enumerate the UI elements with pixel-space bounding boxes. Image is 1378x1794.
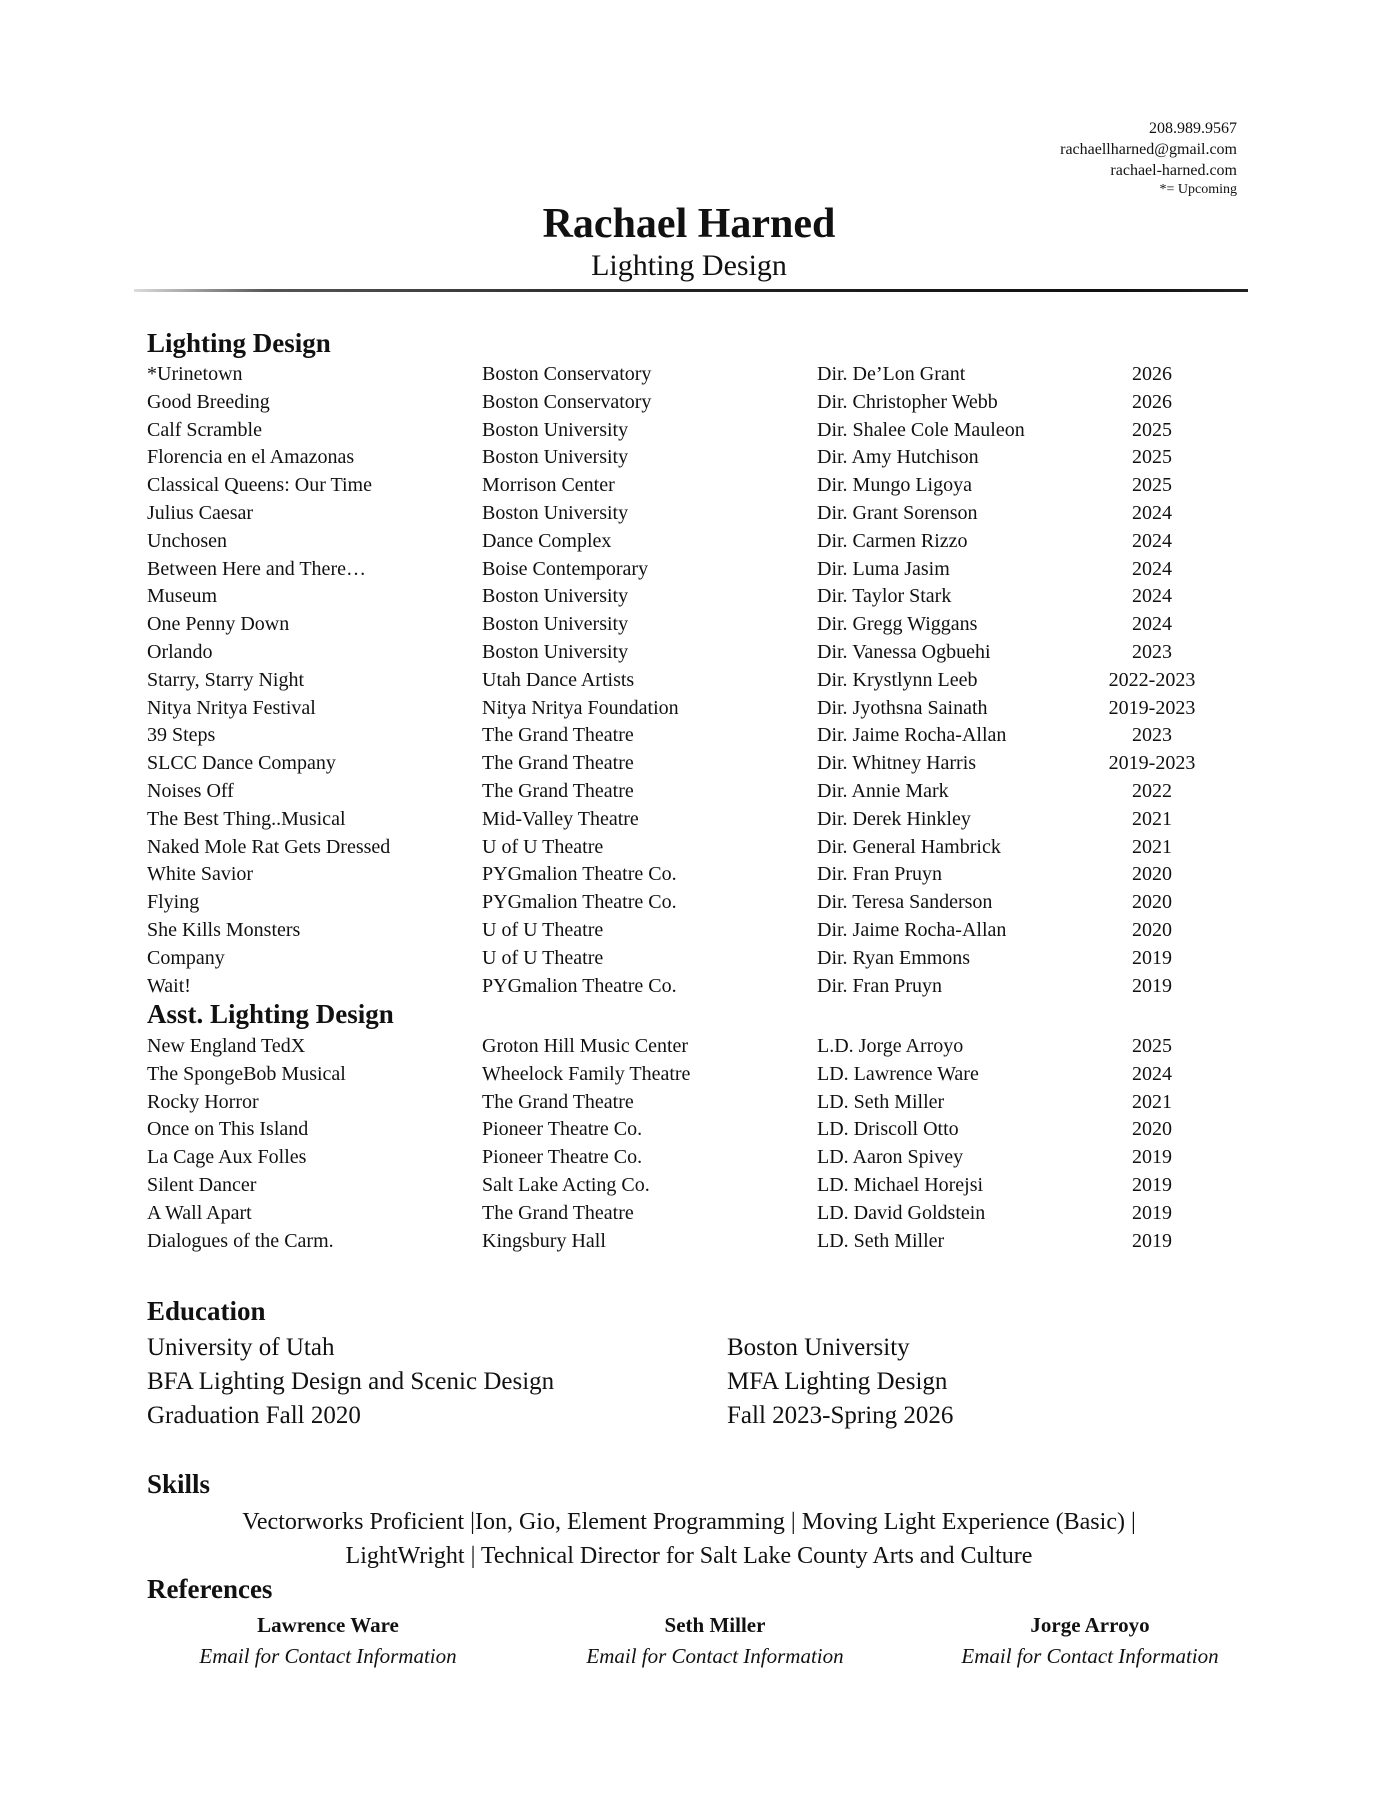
lighting-design-heading: Lighting Design	[147, 328, 331, 358]
production-title: One Penny Down	[147, 613, 290, 636]
year: 2024	[1132, 529, 1172, 552]
production-title: SLCC Dance Company	[147, 752, 336, 775]
credit-row	[147, 389, 1197, 417]
production-title: Unchosen	[147, 529, 227, 552]
year: 2025	[1132, 1035, 1172, 1057]
credit-row	[147, 361, 1197, 389]
reference-note: Email for Contact Information	[961, 1644, 1219, 1668]
credit-row	[147, 695, 1197, 723]
director: Dir. Jaime Rocha-Allan	[817, 918, 1007, 941]
credit-row	[147, 611, 1197, 639]
website: rachael-harned.com	[1110, 162, 1237, 179]
credit-row	[147, 973, 1197, 1001]
year: 2020	[1132, 863, 1172, 886]
year: 2023	[1132, 724, 1172, 747]
venue: Boston Conservatory	[482, 363, 652, 385]
director: LD. Aaron Spivey	[817, 1146, 964, 1169]
reference-item	[930, 1610, 1250, 1672]
education-dates: Fall 2023-Spring 2026	[727, 1402, 954, 1429]
skills-line: LightWright | Technical Director for Salt Lake County Arts and Culture	[345, 1543, 1033, 1569]
resume-title: Lighting Design	[591, 249, 787, 282]
venue: Boston University	[482, 640, 629, 663]
production-title: Company	[147, 946, 225, 969]
year: 2021	[1132, 835, 1172, 858]
year: 2021	[1132, 807, 1172, 830]
venue: Boston University	[482, 446, 629, 469]
director: LD. David Goldstein	[817, 1201, 986, 1224]
director: Dir. Krystlynn Leeb	[817, 668, 978, 691]
director: Dir. Whitney Harris	[817, 752, 977, 775]
production-title: Florencia en el Amazonas	[147, 446, 355, 469]
credit-row	[147, 1061, 1197, 1089]
director: Dir. Teresa Sanderson	[817, 891, 993, 914]
education-school: University of Utah	[147, 1334, 335, 1361]
director: Dir. Carmen Rizzo	[817, 529, 968, 552]
director: LD. Lawrence Ware	[817, 1062, 979, 1085]
venue: Boston University	[482, 613, 629, 636]
year: 2026	[1132, 363, 1172, 385]
skills-heading: Skills	[147, 1469, 211, 1499]
production-title: New England TedX	[147, 1035, 306, 1057]
production-title: Dialogues of the Carm.	[147, 1229, 334, 1252]
venue: Utah Dance Artists	[482, 668, 635, 691]
production-title: La Cage Aux Folles	[147, 1146, 307, 1169]
venue: Boston University	[482, 501, 629, 524]
credit-row	[147, 889, 1197, 917]
venue: Boise Contemporary	[482, 557, 649, 580]
director: Dir. Derek Hinkley	[817, 807, 971, 830]
reference-note: Email for Contact Information	[586, 1644, 844, 1668]
production-title: Calf Scramble	[147, 418, 262, 441]
reference-name: Jorge Arroyo	[1030, 1613, 1150, 1637]
credit-row	[147, 861, 1197, 889]
credit-row	[147, 1116, 1197, 1144]
production-title: White Savior	[147, 863, 254, 886]
header-divider	[134, 289, 1248, 292]
production-title: Flying	[147, 891, 200, 914]
reference-item	[168, 1610, 488, 1672]
education-dates: Graduation Fall 2020	[147, 1402, 361, 1429]
production-title: Silent Dancer	[147, 1173, 257, 1196]
director: Dir. Fran Pruyn	[817, 863, 942, 886]
venue: Pioneer Theatre Co.	[482, 1118, 643, 1141]
venue: The Grand Theatre	[482, 752, 634, 775]
year: 2022-2023	[1108, 668, 1196, 691]
production-title: Wait!	[147, 974, 191, 997]
director: Dir. Amy Hutchison	[817, 446, 979, 469]
production-title: Starry, Starry Night	[147, 668, 305, 691]
reference-name: Lawrence Ware	[257, 1613, 399, 1637]
director: Dir. Ryan Emmons	[817, 946, 971, 969]
education-heading: Education	[147, 1296, 266, 1326]
director: Dir. Shalee Cole Mauleon	[817, 418, 1025, 441]
credit-row	[147, 556, 1197, 584]
year: 2019	[1132, 1173, 1172, 1196]
director: Dir. Annie Mark	[817, 779, 949, 802]
credit-row	[147, 1200, 1197, 1228]
production-title: Nitya Nritya Festival	[147, 696, 316, 719]
production-title: Orlando	[147, 640, 213, 663]
venue: The Grand Theatre	[482, 1201, 634, 1224]
credit-row	[147, 528, 1197, 556]
director: Dir. Jyothsna Sainath	[817, 696, 988, 719]
venue: Pioneer Theatre Co.	[482, 1146, 643, 1169]
credit-row	[147, 417, 1197, 445]
credit-row	[147, 750, 1197, 778]
phone-number: 208.989.9567	[1149, 120, 1237, 137]
director: Dir. General Hambrick	[817, 835, 1001, 858]
venue: The Grand Theatre	[482, 1090, 634, 1113]
venue: Boston University	[482, 585, 629, 608]
year: 2025	[1132, 446, 1172, 469]
venue: PYGmalion Theatre Co.	[482, 863, 677, 886]
venue: Morrison Center	[482, 474, 615, 497]
director: LD. Seth Miller	[817, 1090, 945, 1113]
production-title: Once on This Island	[147, 1118, 309, 1141]
credit-row	[147, 1228, 1197, 1256]
year: 2024	[1132, 585, 1172, 608]
production-title: A Wall Apart	[147, 1201, 252, 1224]
credit-row	[147, 945, 1197, 973]
year: 2020	[1132, 918, 1172, 941]
credit-row	[147, 1172, 1197, 1200]
year: 2024	[1132, 501, 1172, 524]
director: Dir. Fran Pruyn	[817, 974, 942, 997]
venue: Boston University	[482, 418, 629, 441]
credit-row	[147, 778, 1197, 806]
venue: The Grand Theatre	[482, 724, 634, 747]
reference-name: Seth Miller	[664, 1613, 766, 1637]
production-title: Good Breeding	[147, 390, 270, 413]
production-title: Julius Caesar	[147, 501, 254, 524]
credit-row	[147, 1033, 1197, 1061]
production-title: 39 Steps	[147, 724, 216, 747]
education-school: Boston University	[727, 1334, 910, 1361]
director: Dir. Jaime Rocha-Allan	[817, 724, 1007, 747]
year: 2019	[1132, 1229, 1172, 1252]
director: LD. Michael Horejsi	[817, 1173, 984, 1196]
year: 2025	[1132, 474, 1172, 497]
skills-line: Vectorworks Proficient |Ion, Gio, Element Programming | Moving Light Experience (Basic) |	[242, 1509, 1136, 1535]
production-title: The Best Thing..Musical	[147, 807, 346, 830]
production-title: Between Here and There…	[147, 557, 366, 580]
production-title: She Kills Monsters	[147, 918, 301, 941]
director: Dir. De’Lon Grant	[817, 363, 966, 385]
asst-lighting-design-heading: Asst. Lighting Design	[147, 999, 394, 1029]
year: 2020	[1132, 891, 1172, 914]
year: 2019	[1132, 1201, 1172, 1224]
venue: Boston Conservatory	[482, 390, 652, 413]
credit-row	[147, 806, 1197, 834]
skills-text	[0, 1505, 1378, 1573]
venue: PYGmalion Theatre Co.	[482, 974, 677, 997]
director: Dir. Christopher Webb	[817, 390, 998, 413]
education-boston	[727, 1331, 953, 1433]
year: 2019	[1132, 946, 1172, 969]
director: LD. Seth Miller	[817, 1229, 945, 1252]
credit-row	[147, 667, 1197, 695]
director: Dir. Gregg Wiggans	[817, 613, 978, 636]
education-degree: MFA Lighting Design	[727, 1368, 948, 1395]
education-degree: BFA Lighting Design and Scenic Design	[147, 1368, 555, 1395]
director: LD. Driscoll Otto	[817, 1118, 959, 1141]
director: Dir. Taylor Stark	[817, 585, 952, 608]
venue: PYGmalion Theatre Co.	[482, 891, 677, 914]
venue: The Grand Theatre	[482, 779, 634, 802]
year: 2019-2023	[1108, 752, 1196, 775]
year: 2019	[1132, 1146, 1172, 1169]
production-title: Classical Queens: Our Time	[147, 474, 372, 497]
director: Dir. Luma Jasim	[817, 557, 950, 580]
year: 2025	[1132, 418, 1172, 441]
credit-row	[147, 583, 1197, 611]
venue: U of U Theatre	[482, 835, 604, 858]
year: 2021	[1132, 1090, 1172, 1113]
year: 2024	[1132, 557, 1172, 580]
year: 2019-2023	[1108, 696, 1196, 719]
references-heading: References	[147, 1574, 273, 1604]
year: 2019	[1132, 974, 1172, 997]
education-utah	[147, 1331, 554, 1433]
venue: U of U Theatre	[482, 946, 604, 969]
credit-row	[147, 500, 1197, 528]
credit-row	[147, 1144, 1197, 1172]
credit-row	[147, 639, 1197, 667]
venue: U of U Theatre	[482, 918, 604, 941]
year: 2024	[1132, 1062, 1172, 1085]
production-title: The SpongeBob Musical	[147, 1062, 346, 1085]
venue: Dance Complex	[482, 529, 612, 552]
credit-row	[147, 1089, 1197, 1117]
lighting-design-credits	[147, 361, 1197, 1000]
venue: Salt Lake Acting Co.	[482, 1173, 650, 1196]
production-title: Museum	[147, 585, 217, 608]
director: Dir. Grant Sorenson	[817, 501, 978, 524]
venue: Mid-Valley Theatre	[482, 807, 639, 830]
year: 2024	[1132, 613, 1172, 636]
venue: Nitya Nritya Foundation	[482, 696, 679, 719]
credit-row	[147, 917, 1197, 945]
credit-row	[147, 722, 1197, 750]
contact-block	[1060, 118, 1237, 199]
asst-lighting-design-credits	[147, 1033, 1197, 1255]
venue: Groton Hill Music Center	[482, 1035, 689, 1057]
director: Dir. Vanessa Ogbuehi	[817, 640, 991, 663]
production-title: Naked Mole Rat Gets Dressed	[147, 835, 391, 858]
credit-row	[147, 444, 1197, 472]
venue: Wheelock Family Theatre	[482, 1062, 691, 1085]
upcoming-note: *= Upcoming	[1159, 182, 1237, 197]
director: Dir. Mungo Ligoya	[817, 474, 972, 497]
production-title: Noises Off	[147, 779, 234, 802]
credit-row	[147, 834, 1197, 862]
production-title: *Urinetown	[147, 363, 243, 385]
reference-note: Email for Contact Information	[199, 1644, 457, 1668]
reference-item	[555, 1610, 875, 1672]
resume-name: Rachael Harned	[542, 201, 836, 247]
venue: Kingsbury Hall	[482, 1229, 606, 1252]
year: 2023	[1132, 640, 1172, 663]
year: 2022	[1132, 779, 1172, 802]
credit-row	[147, 472, 1197, 500]
year: 2026	[1132, 390, 1172, 413]
email-address: rachaellharned@gmail.com	[1060, 141, 1237, 158]
year: 2020	[1132, 1118, 1172, 1141]
production-title: Rocky Horror	[147, 1090, 259, 1113]
director: L.D. Jorge Arroyo	[817, 1035, 964, 1057]
